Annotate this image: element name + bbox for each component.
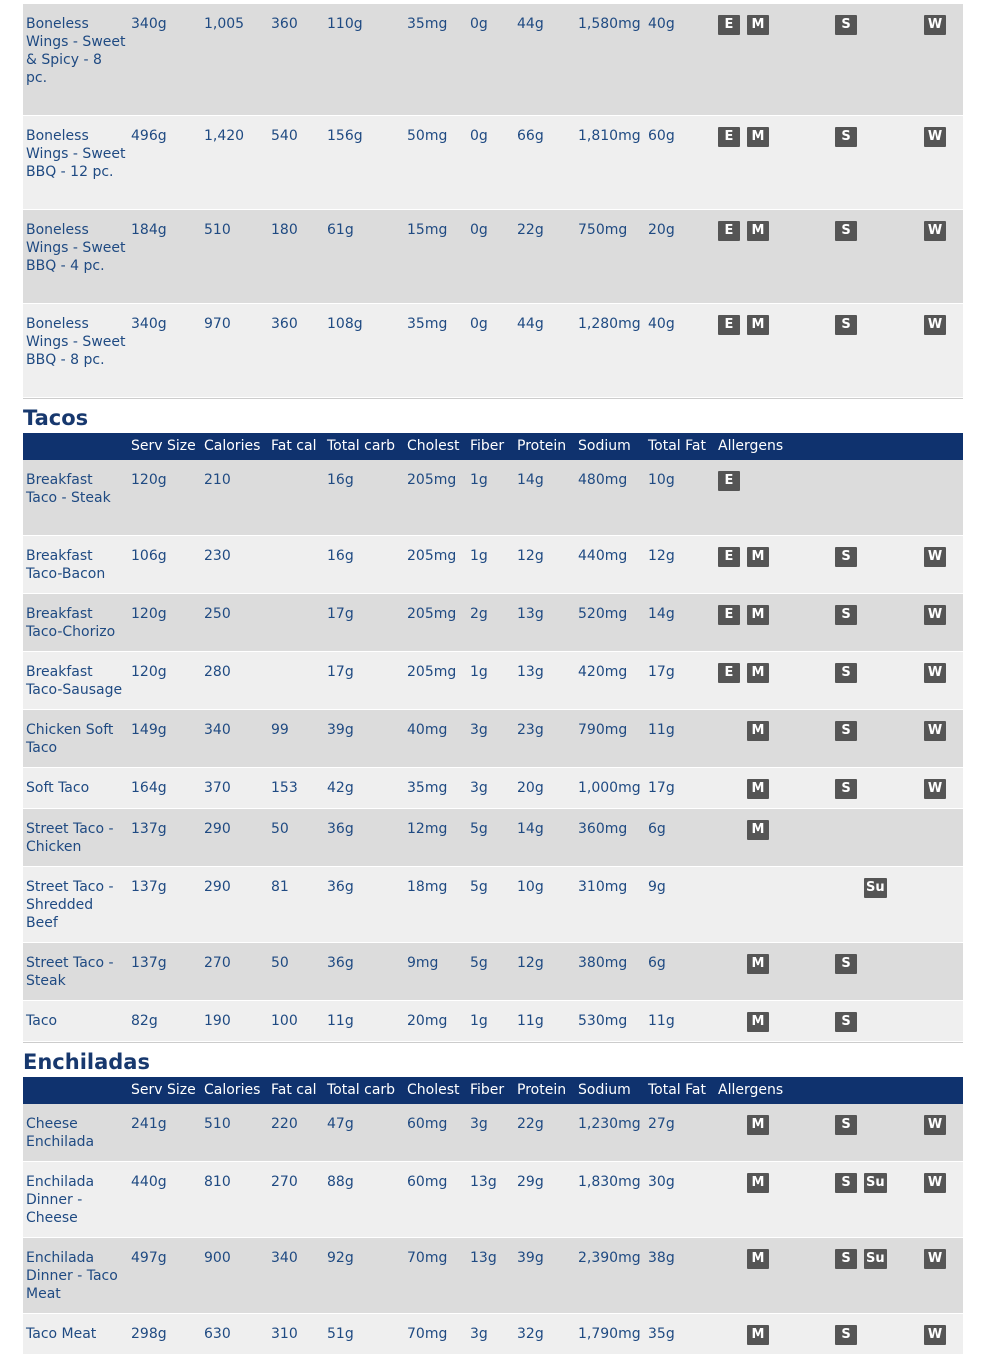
table-row — [23, 1314, 963, 1355]
cell-fiber: 1g — [470, 472, 488, 488]
cell-fiber: 3g — [470, 722, 488, 738]
cell-chol: 205mg — [407, 664, 457, 680]
cell-chol: 35mg — [407, 780, 448, 796]
cell-carb: 36g — [327, 879, 354, 895]
cell-sodium: 1,830mg — [578, 1174, 641, 1190]
cell-sodium: 380mg — [578, 955, 628, 971]
table-row — [23, 536, 963, 594]
column-header-cell: Cholest — [407, 438, 460, 454]
allergen-badge: S — [835, 721, 857, 741]
column-header-cell: Fiber — [470, 438, 505, 454]
cell-cal: 810 — [204, 1174, 231, 1190]
table-row — [23, 304, 963, 398]
cell-sodium: 790mg — [578, 722, 628, 738]
table-row — [23, 768, 963, 809]
cell-fiber: 0g — [470, 222, 488, 238]
cell-cal: 270 — [204, 955, 231, 971]
cell-fatcal: 220 — [271, 1116, 298, 1132]
cell-serv: 496g — [131, 128, 167, 144]
allergen-badge: S — [835, 15, 857, 35]
allergen-badge: M — [747, 1012, 769, 1032]
cell-fiber: 5g — [470, 955, 488, 971]
cell-sodium: 1,580mg — [578, 16, 641, 32]
cell-serv: 120g — [131, 664, 167, 680]
section-title-tacos: Tacos — [23, 406, 89, 430]
cell-protein: 12g — [517, 955, 544, 971]
cell-fat: 30g — [648, 1174, 675, 1190]
cell-fat: 9g — [648, 879, 666, 895]
cell-sodium: 1,280mg — [578, 316, 641, 332]
column-header-cell: Allergens — [718, 438, 784, 454]
cell-serv: 120g — [131, 606, 167, 622]
cell-carb: 39g — [327, 722, 354, 738]
cell-fat: 38g — [648, 1250, 675, 1266]
allergen-badge: M — [747, 663, 769, 683]
table-row — [23, 1162, 963, 1238]
cell-fat: 27g — [648, 1116, 675, 1132]
allergen-badge: M — [747, 721, 769, 741]
cell-sodium: 420mg — [578, 664, 628, 680]
cell-protein: 23g — [517, 722, 544, 738]
item-name: Street Taco - Chicken — [26, 821, 114, 855]
cell-carb: 17g — [327, 664, 354, 680]
cell-fiber: 1g — [470, 1013, 488, 1029]
column-header-cell: Cholest — [407, 1082, 460, 1098]
table-row — [23, 809, 963, 867]
cell-cal: 510 — [204, 1116, 231, 1132]
cell-fatcal: 50 — [271, 955, 289, 971]
cell-protein: 32g — [517, 1326, 544, 1342]
table-row — [23, 4, 963, 116]
allergen-badge: S — [835, 663, 857, 683]
cell-fiber: 0g — [470, 128, 488, 144]
cell-fat: 60g — [648, 128, 675, 144]
cell-carb: 47g — [327, 1116, 354, 1132]
allergen-badge: E — [718, 547, 740, 567]
cell-cal: 230 — [204, 548, 231, 564]
cell-sodium: 360mg — [578, 821, 628, 837]
table-row — [23, 1001, 963, 1042]
cell-chol: 70mg — [407, 1326, 448, 1342]
table-row — [23, 1238, 963, 1314]
table-row — [23, 867, 963, 943]
cell-serv: 82g — [131, 1013, 158, 1029]
column-header-enchiladas — [23, 1077, 963, 1104]
allergen-badge: M — [747, 1249, 769, 1269]
cell-fat: 6g — [648, 821, 666, 837]
column-header-cell: Fat cal — [271, 438, 317, 454]
cell-carb: 110g — [327, 16, 363, 32]
cell-fiber: 13g — [470, 1174, 497, 1190]
allergen-badge: S — [835, 1325, 857, 1345]
allergen-badge: M — [747, 15, 769, 35]
item-name: Breakfast Taco-Sausage — [26, 664, 123, 698]
section-tacos — [23, 403, 963, 1043]
cell-chol: 12mg — [407, 821, 448, 837]
cell-fiber: 5g — [470, 879, 488, 895]
allergen-badge: M — [747, 315, 769, 335]
allergen-badge: M — [747, 779, 769, 799]
cell-chol: 35mg — [407, 316, 448, 332]
cell-cal: 190 — [204, 1013, 231, 1029]
enchiladas-rows — [23, 1104, 963, 1355]
allergen-badge: S — [835, 1012, 857, 1032]
cell-chol: 205mg — [407, 472, 457, 488]
cell-serv: 340g — [131, 16, 167, 32]
cell-fiber: 5g — [470, 821, 488, 837]
item-name: Street Taco - Shredded Beef — [26, 879, 114, 931]
cell-fat: 20g — [648, 222, 675, 238]
cell-carb: 51g — [327, 1326, 354, 1342]
allergen-badge: M — [747, 954, 769, 974]
cell-protein: 14g — [517, 472, 544, 488]
cell-cal: 290 — [204, 879, 231, 895]
item-name: Breakfast Taco - Steak — [26, 472, 111, 506]
cell-cal: 210 — [204, 472, 231, 488]
cell-chol: 9mg — [407, 955, 439, 971]
section-enchiladas — [23, 1047, 963, 1355]
cell-carb: 61g — [327, 222, 354, 238]
cell-protein: 13g — [517, 664, 544, 680]
allergen-badge: Su — [864, 878, 887, 898]
cell-carb: 88g — [327, 1174, 354, 1190]
cell-chol: 35mg — [407, 16, 448, 32]
cell-serv: 497g — [131, 1250, 167, 1266]
cell-serv: 149g — [131, 722, 167, 738]
allergen-badge: W — [924, 547, 946, 567]
cell-fiber: 0g — [470, 316, 488, 332]
cell-cal: 1,005 — [204, 16, 245, 32]
column-header-cell: Serv Size — [131, 1082, 196, 1098]
cell-cal: 250 — [204, 606, 231, 622]
item-name: Street Taco - Steak — [26, 955, 114, 989]
cell-serv: 137g — [131, 879, 167, 895]
allergen-badge: M — [747, 221, 769, 241]
section-title-enchiladas: Enchiladas — [23, 1050, 150, 1074]
cell-chol: 205mg — [407, 548, 457, 564]
cell-cal: 280 — [204, 664, 231, 680]
cell-fatcal: 180 — [271, 222, 298, 238]
allergen-badge: W — [924, 721, 946, 741]
cell-chol: 60mg — [407, 1116, 448, 1132]
cell-fatcal: 340 — [271, 1250, 298, 1266]
allergen-badge: M — [747, 820, 769, 840]
item-name: Enchilada Dinner - Cheese — [26, 1174, 95, 1226]
cell-cal: 900 — [204, 1250, 231, 1266]
item-name: Enchilada Dinner - Taco Meat — [26, 1250, 118, 1302]
cell-fatcal: 153 — [271, 780, 298, 796]
cell-fiber: 1g — [470, 548, 488, 564]
cell-carb: 16g — [327, 472, 354, 488]
allergen-badge: E — [718, 221, 740, 241]
cell-serv: 241g — [131, 1116, 167, 1132]
cell-fatcal: 360 — [271, 16, 298, 32]
nutrition-table — [23, 0, 963, 1355]
cell-sodium: 480mg — [578, 472, 628, 488]
section-divider — [23, 1042, 963, 1043]
allergen-badge: Su — [864, 1249, 887, 1269]
allergen-badge: M — [747, 127, 769, 147]
cell-carb: 36g — [327, 821, 354, 837]
allergen-badge: S — [835, 221, 857, 241]
cell-carb: 42g — [327, 780, 354, 796]
cell-sodium: 750mg — [578, 222, 628, 238]
cell-cal: 630 — [204, 1326, 231, 1342]
column-header-cell: Total Fat — [648, 438, 706, 454]
column-header-cell: Calories — [204, 1082, 261, 1098]
cell-fiber: 3g — [470, 1326, 488, 1342]
cell-chol: 20mg — [407, 1013, 448, 1029]
cell-fat: 40g — [648, 316, 675, 332]
cell-sodium: 1,230mg — [578, 1116, 641, 1132]
allergen-badge: W — [924, 127, 946, 147]
cell-carb: 11g — [327, 1013, 354, 1029]
cell-fat: 17g — [648, 780, 675, 796]
table-row — [23, 210, 963, 304]
cell-cal: 340 — [204, 722, 231, 738]
allergen-badge: M — [747, 1115, 769, 1135]
cell-chol: 15mg — [407, 222, 448, 238]
cell-protein: 29g — [517, 1174, 544, 1190]
cell-fat: 12g — [648, 548, 675, 564]
cell-serv: 164g — [131, 780, 167, 796]
allergen-badge: M — [747, 547, 769, 567]
cell-carb: 17g — [327, 606, 354, 622]
column-header-cell: Serv Size — [131, 438, 196, 454]
cell-carb: 156g — [327, 128, 363, 144]
cell-protein: 13g — [517, 606, 544, 622]
table-row — [23, 1104, 963, 1162]
cell-serv: 137g — [131, 821, 167, 837]
cell-fiber: 3g — [470, 780, 488, 796]
cell-fatcal: 81 — [271, 879, 289, 895]
column-header-cell: Calories — [204, 438, 261, 454]
column-header-cell: Total carb — [327, 1082, 396, 1098]
cell-serv: 106g — [131, 548, 167, 564]
column-header-cell: Fiber — [470, 1082, 505, 1098]
allergen-badge: S — [835, 779, 857, 799]
allergen-badge: S — [835, 127, 857, 147]
item-name: Boneless Wings - Sweet BBQ - 4 pc. — [26, 222, 126, 274]
cell-fat: 17g — [648, 664, 675, 680]
cell-protein: 22g — [517, 222, 544, 238]
table-row — [23, 460, 963, 536]
allergen-badge: S — [835, 605, 857, 625]
cell-sodium: 520mg — [578, 606, 628, 622]
cell-protein: 14g — [517, 821, 544, 837]
cell-sodium: 530mg — [578, 1013, 628, 1029]
cell-sodium: 1,000mg — [578, 780, 641, 796]
column-header-cell: Protein — [517, 438, 567, 454]
cell-fiber: 13g — [470, 1250, 497, 1266]
column-header-tacos — [23, 433, 963, 460]
allergen-badge: W — [924, 779, 946, 799]
cell-fatcal: 50 — [271, 821, 289, 837]
cell-carb: 36g — [327, 955, 354, 971]
cell-carb: 108g — [327, 316, 363, 332]
cell-protein: 22g — [517, 1116, 544, 1132]
allergen-badge: S — [835, 1115, 857, 1135]
cell-fat: 11g — [648, 722, 675, 738]
cell-chol: 205mg — [407, 606, 457, 622]
cell-sodium: 1,810mg — [578, 128, 641, 144]
cell-fat: 40g — [648, 16, 675, 32]
boneless-wings-rows — [23, 4, 963, 398]
cell-chol: 60mg — [407, 1174, 448, 1190]
allergen-badge: M — [747, 1325, 769, 1345]
allergen-badge: W — [924, 1173, 946, 1193]
cell-fat: 14g — [648, 606, 675, 622]
item-name: Taco Meat — [26, 1326, 97, 1342]
allergen-badge: W — [924, 1249, 946, 1269]
column-header-cell: Sodium — [578, 1082, 631, 1098]
table-row — [23, 943, 963, 1001]
cell-fiber: 1g — [470, 664, 488, 680]
item-name: Boneless Wings - Sweet BBQ - 8 pc. — [26, 316, 126, 368]
allergen-badge: S — [835, 1173, 857, 1193]
column-header-cell: Total carb — [327, 438, 396, 454]
column-header-cell: Protein — [517, 1082, 567, 1098]
cell-fatcal: 99 — [271, 722, 289, 738]
allergen-badge: W — [924, 15, 946, 35]
cell-cal: 510 — [204, 222, 231, 238]
cell-cal: 290 — [204, 821, 231, 837]
allergen-badge: W — [924, 315, 946, 335]
cell-carb: 16g — [327, 548, 354, 564]
cell-protein: 44g — [517, 16, 544, 32]
cell-protein: 44g — [517, 316, 544, 332]
cell-protein: 12g — [517, 548, 544, 564]
table-row — [23, 116, 963, 210]
item-name: Breakfast Taco-Chorizo — [26, 606, 116, 640]
item-name: Breakfast Taco-Bacon — [26, 548, 106, 582]
cell-sodium: 310mg — [578, 879, 628, 895]
column-header-cell: Fat cal — [271, 1082, 317, 1098]
item-name: Boneless Wings - Sweet & Spicy - 8 pc. — [26, 16, 126, 86]
allergen-badge: W — [924, 605, 946, 625]
cell-serv: 440g — [131, 1174, 167, 1190]
allergen-badge: S — [835, 1249, 857, 1269]
item-name: Cheese Enchilada — [26, 1116, 95, 1150]
cell-protein: 11g — [517, 1013, 544, 1029]
cell-fat: 35g — [648, 1326, 675, 1342]
cell-fatcal: 270 — [271, 1174, 298, 1190]
allergen-badge: Su — [864, 1173, 887, 1193]
allergen-badge: E — [718, 127, 740, 147]
allergen-badge: E — [718, 315, 740, 335]
allergen-badge: E — [718, 15, 740, 35]
cell-serv: 298g — [131, 1326, 167, 1342]
cell-carb: 92g — [327, 1250, 354, 1266]
cell-protein: 39g — [517, 1250, 544, 1266]
section-divider — [23, 398, 963, 399]
allergen-badge: E — [718, 663, 740, 683]
table-row — [23, 710, 963, 768]
cell-sodium: 1,790mg — [578, 1326, 641, 1342]
allergen-badge: M — [747, 1173, 769, 1193]
column-header-cell: Sodium — [578, 438, 631, 454]
column-header-cell: Total Fat — [648, 1082, 706, 1098]
item-name: Boneless Wings - Sweet BBQ - 12 pc. — [26, 128, 126, 180]
allergen-badge: W — [924, 663, 946, 683]
cell-chol: 70mg — [407, 1250, 448, 1266]
table-row — [23, 652, 963, 710]
cell-fat: 6g — [648, 955, 666, 971]
allergen-badge: M — [747, 605, 769, 625]
item-name: Chicken Soft Taco — [26, 722, 114, 756]
cell-serv: 137g — [131, 955, 167, 971]
cell-fat: 11g — [648, 1013, 675, 1029]
item-name: Soft Taco — [26, 780, 90, 796]
allergen-badge: W — [924, 1325, 946, 1345]
cell-cal: 1,420 — [204, 128, 245, 144]
cell-protein: 10g — [517, 879, 544, 895]
cell-protein: 66g — [517, 128, 544, 144]
allergen-badge: W — [924, 221, 946, 241]
allergen-badge: E — [718, 471, 740, 491]
cell-protein: 20g — [517, 780, 544, 796]
allergen-badge: S — [835, 547, 857, 567]
cell-cal: 970 — [204, 316, 231, 332]
cell-serv: 340g — [131, 316, 167, 332]
cell-fatcal: 360 — [271, 316, 298, 332]
cell-sodium: 2,390mg — [578, 1250, 641, 1266]
cell-fatcal: 540 — [271, 128, 298, 144]
cell-serv: 120g — [131, 472, 167, 488]
table-row — [23, 594, 963, 652]
cell-chol: 50mg — [407, 128, 448, 144]
cell-sodium: 440mg — [578, 548, 628, 564]
allergen-badge: W — [924, 1115, 946, 1135]
cell-chol: 40mg — [407, 722, 448, 738]
item-name: Taco — [26, 1013, 58, 1029]
allergen-badge: S — [835, 954, 857, 974]
cell-fat: 10g — [648, 472, 675, 488]
tacos-rows — [23, 460, 963, 1042]
cell-fatcal: 310 — [271, 1326, 298, 1342]
cell-fiber: 0g — [470, 16, 488, 32]
allergen-badge: S — [835, 315, 857, 335]
cell-fiber: 3g — [470, 1116, 488, 1132]
cell-serv: 184g — [131, 222, 167, 238]
cell-fatcal: 100 — [271, 1013, 298, 1029]
cell-chol: 18mg — [407, 879, 448, 895]
column-header-cell: Allergens — [718, 1082, 784, 1098]
allergen-badge: E — [718, 605, 740, 625]
cell-fiber: 2g — [470, 606, 488, 622]
cell-cal: 370 — [204, 780, 231, 796]
